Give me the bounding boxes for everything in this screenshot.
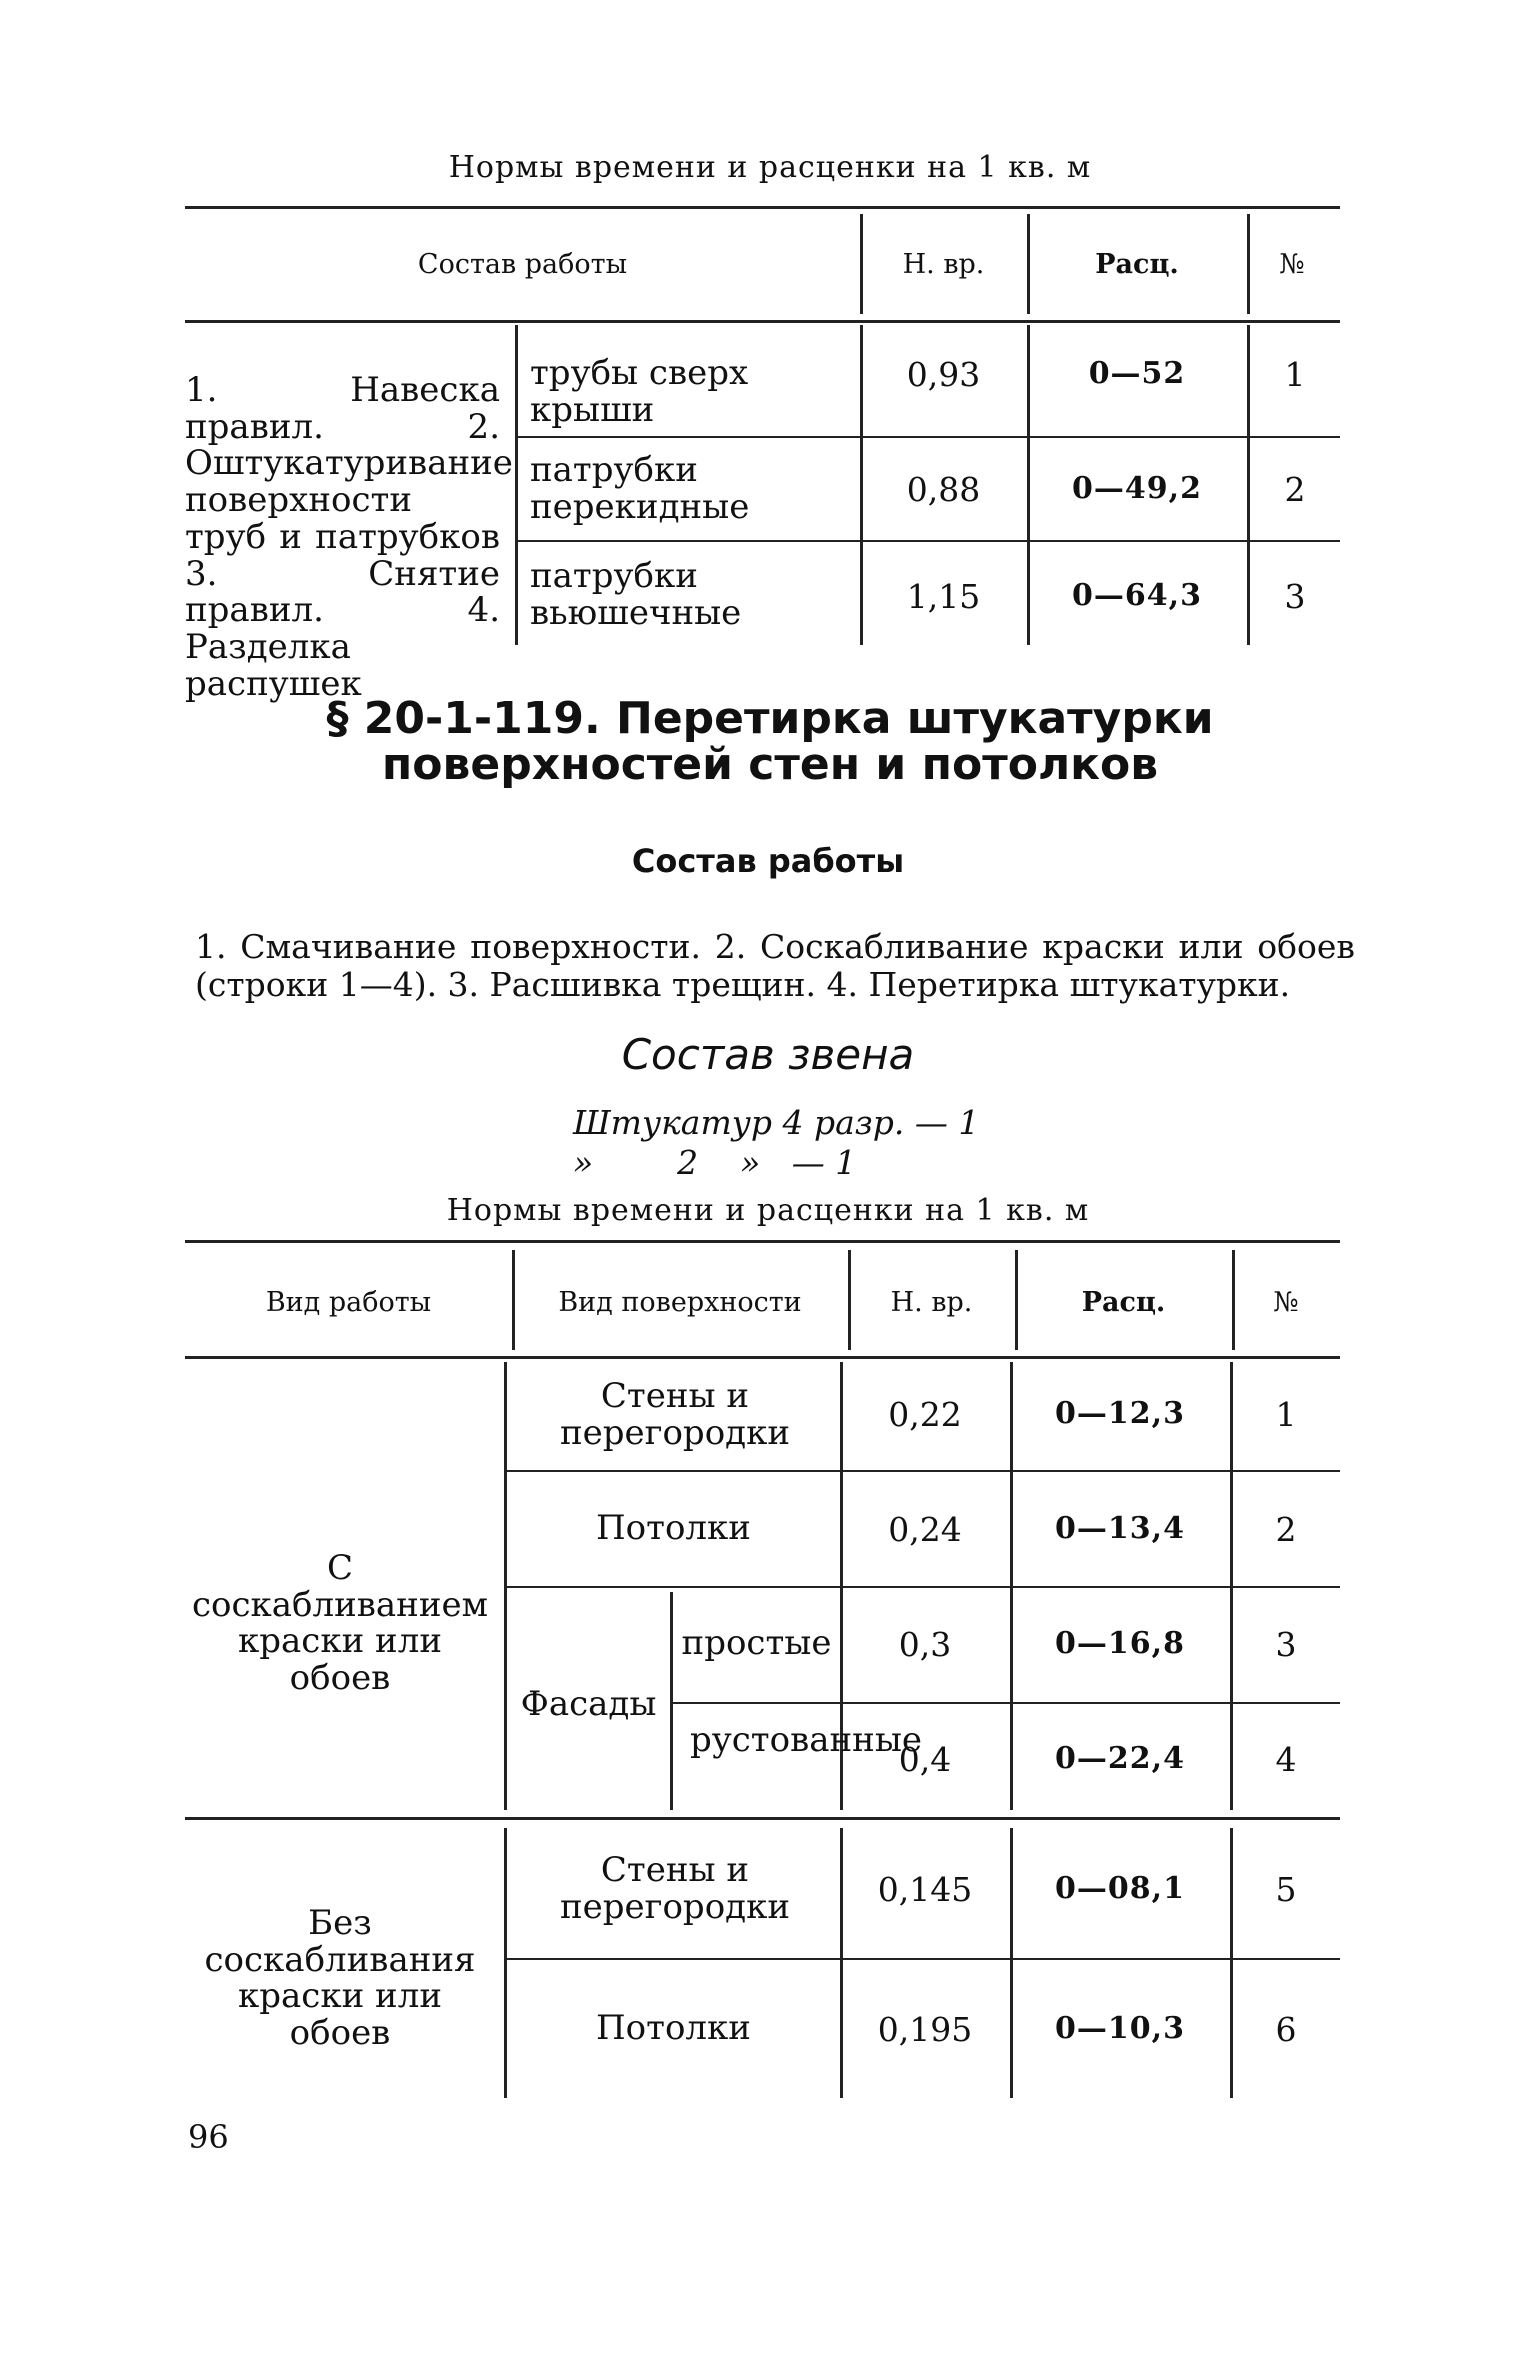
t1-no-2: 2 [1284, 470, 1306, 509]
t2-surface-3: простые [681, 1623, 832, 1663]
t2-rasc-4: 0—22,4 [1055, 1741, 1185, 1776]
t1-header-no: № [1279, 249, 1305, 280]
composition-heading: Состав работы [631, 842, 905, 880]
t2-nvr-2: 0,24 [888, 1510, 962, 1549]
t1-item-3: патрубки вьюшечные [530, 556, 742, 633]
t2-row-rule-1 [507, 1470, 1340, 1472]
t2-g2-sep-2 [1010, 1828, 1013, 2098]
t1-no-1: 1 [1284, 355, 1306, 394]
t2-rasc-5: 0—08,1 [1055, 1871, 1185, 1906]
table1-header-rule [185, 320, 1340, 323]
t2-header-nvr: Н. вр. [890, 1287, 973, 1318]
t2-nvr-3: 0,3 [898, 1625, 952, 1664]
t2-surface-1: Стены и перегородки [559, 1376, 791, 1453]
t2-surface-6: Потолки [596, 2008, 751, 2048]
table2-top-rule [185, 1240, 1340, 1243]
t1-header-work: Состав работы [417, 249, 628, 280]
t2-g2-sep-3 [1230, 1828, 1233, 2098]
t1-header-nvr: Н. вр. [902, 249, 985, 280]
t1-header-rasc: Расц. [1095, 249, 1179, 280]
t1-row-rule-1 [518, 436, 1340, 438]
t2-no-6: 6 [1275, 2010, 1297, 2049]
t2-rasc-2: 0—13,4 [1055, 1511, 1185, 1546]
t1-rasc-3: 0—64,3 [1072, 578, 1202, 613]
t2-no-1: 1 [1275, 1395, 1297, 1434]
t1-body-sep-0 [515, 325, 518, 645]
table2-header-rule [185, 1356, 1340, 1359]
t2-facades-label: Фасады [520, 1684, 657, 1724]
t2-group2-label: Без соскабливания краски или обоев [204, 1903, 476, 2054]
t2-header-no: № [1273, 1287, 1299, 1318]
t2-no-4: 4 [1275, 1740, 1297, 1779]
t2-row-rule-2 [507, 1586, 1340, 1588]
t2-rasc-3: 0—16,8 [1055, 1626, 1185, 1661]
table1-top-rule [185, 206, 1340, 209]
t2-group-rule [185, 1817, 1340, 1820]
crew-line-1: Штукатур 4 разр. — 1 [573, 1103, 980, 1142]
t2-no-5: 5 [1275, 1870, 1297, 1909]
t2-nvr-1: 0,22 [888, 1395, 962, 1434]
t2-nvr-4: 0,4 [898, 1740, 952, 1779]
t2-g2-sep-0 [504, 1828, 507, 2098]
section-title: § 20-1-119. Перетирка штукатурки поверхностей стен и потолков [326, 693, 1214, 791]
t2-surface-2: Потолки [596, 1508, 751, 1548]
t2-row-rule-3 [673, 1702, 1340, 1704]
t2-rasc-6: 0—10,3 [1055, 2011, 1185, 2046]
t2-group1-label: С соскабливанием краски или обоев [191, 1548, 489, 1699]
t2-nvr-5: 0,145 [877, 1870, 973, 1909]
t2-header-work: Вид работы [265, 1287, 432, 1318]
t1-row-rule-2 [518, 540, 1340, 542]
t1-item-2: патрубки перекидные [530, 450, 750, 527]
t1-nvr-3: 1,15 [906, 577, 981, 616]
t2-row-rule-5 [507, 1958, 1340, 1960]
table2-caption: Нормы времени и расценки на 1 кв. м [446, 1193, 1090, 1228]
page-number: 96 [188, 2118, 229, 2156]
t1-nvr-1: 0,93 [906, 355, 981, 394]
composition-text: 1. Смачивание поверхности. 2. Соскабливание краски или обоев (строки 1—4). 3. Расшивка трещин. 4. Перетирка штукатурки. [195, 927, 1355, 1004]
crew-line-2: » 2 » — 1 [573, 1143, 857, 1182]
table1-caption: Нормы времени и расценки на 1 кв. м [448, 150, 1092, 185]
t2-header-rasc: Расц. [1081, 1287, 1166, 1318]
t2-g2-sep-1 [840, 1828, 843, 2098]
t1-rasc-1: 0—52 [1088, 356, 1186, 391]
t1-item-1: трубы сверх крыши [530, 353, 749, 430]
t2-header-surface: Вид поверхности [558, 1287, 802, 1318]
t1-composition: 1. Навеска правил. 2. Оштукатуривание поверхности труб и патрубков 3. Снятие правил. 4. Разделка распушек [185, 370, 513, 704]
t2-no-3: 3 [1275, 1625, 1297, 1664]
t1-rasc-2: 0—49,2 [1072, 471, 1202, 506]
t2-rasc-1: 0—12,3 [1055, 1396, 1185, 1431]
t2-surface-4: рустованные [690, 1720, 923, 1760]
t2-nvr-6: 0,195 [877, 2010, 973, 2049]
t1-nvr-2: 0,88 [906, 470, 981, 509]
crew-heading: Состав звена [621, 1030, 915, 1079]
t2-no-2: 2 [1275, 1510, 1297, 1549]
t2-surface-5: Стены и перегородки [559, 1850, 791, 1927]
t1-no-3: 3 [1284, 577, 1306, 616]
